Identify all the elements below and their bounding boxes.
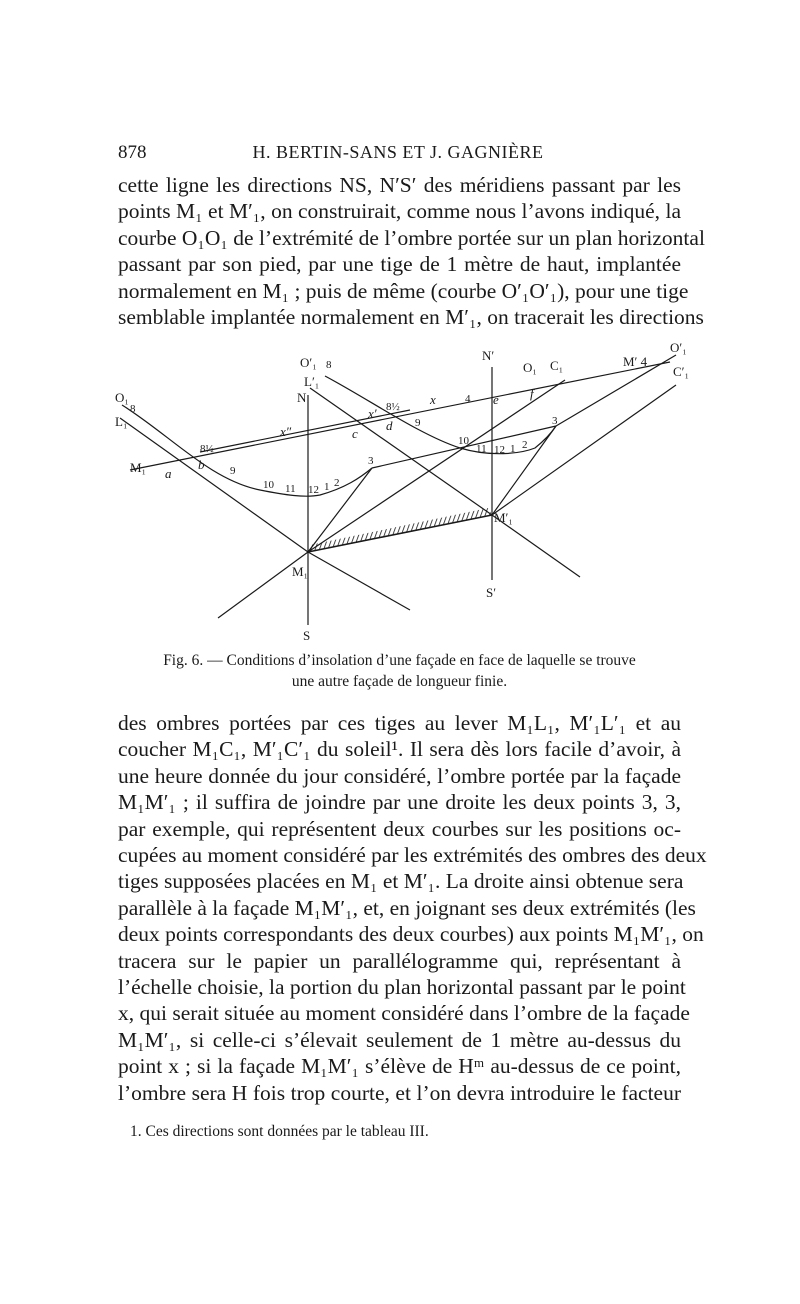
hour-label-right: 4 bbox=[465, 393, 471, 405]
label-m1: M₁ bbox=[292, 564, 309, 579]
label-n-prime: N′ bbox=[482, 348, 495, 363]
text-line: tracera sur le papier un parallélogramme qui, représentant à bbox=[118, 948, 681, 973]
text-line: semblable implantée normalement en M′₁, on tracerait les directions bbox=[118, 305, 704, 330]
label-s: S bbox=[303, 628, 311, 640]
curve-right-extension bbox=[556, 355, 676, 426]
label-l1-prime: L′₁ bbox=[304, 374, 320, 389]
hour-label-left: 10 bbox=[263, 479, 274, 491]
text-line: l’ombre sera H fois trop courte, et l’on devra introduire le facteur bbox=[118, 1080, 681, 1105]
caption-line: Fig. 6. — Conditions d’insolation d’une façade en face de laquelle se trouve bbox=[163, 652, 636, 669]
caption-line: une autre façade de longueur finie. bbox=[291, 673, 508, 690]
label-o1prime-right: O′₁ bbox=[670, 340, 687, 355]
label-b: b bbox=[198, 457, 205, 472]
hour-label-right: 12 bbox=[494, 444, 505, 456]
line-m1prime-c1prime bbox=[492, 385, 676, 515]
hour-label-right: 8½ bbox=[386, 401, 400, 413]
text-line: passant par son pied, par une tige de 1 mètre de haut, implantée bbox=[118, 252, 681, 277]
text-line: coucher M₁C₁, M′₁C′₁ du soleil¹. Il sera dès lors facile d’avoir, à bbox=[118, 737, 681, 762]
running-header bbox=[118, 142, 678, 172]
text-line: cette ligne les directions NS, N′S′ des méridiens passant par les bbox=[118, 173, 681, 197]
label-x-prime: x′ bbox=[368, 406, 377, 421]
label-n: N bbox=[297, 390, 307, 405]
hour-label-right: 11 bbox=[476, 443, 487, 455]
label-x-second: x″ bbox=[280, 424, 292, 439]
hour-label-left: 11 bbox=[285, 483, 296, 495]
text-line: une heure donnée du jour considéré, l’ombre portée par la façade bbox=[118, 763, 681, 788]
insolation-diagram bbox=[110, 340, 690, 640]
line-m1-lower-right bbox=[308, 552, 410, 610]
text-line: courbe O₁O₁ de l’extrémité de l’ombre portée sur un plan horizontal bbox=[118, 225, 705, 250]
label-c: c bbox=[352, 426, 358, 441]
figure-caption bbox=[118, 650, 681, 692]
line-3-3 bbox=[372, 426, 556, 468]
label-e: e bbox=[493, 392, 499, 407]
text-line: point x ; si la façade M₁M′₁ s’élève de Hᵐ au-dessus de ce point, bbox=[118, 1054, 681, 1079]
hour-label-right: 10 bbox=[458, 435, 469, 447]
page-number: 878 bbox=[118, 142, 147, 163]
footnote: 1. Ces directions sont données par le tableau III. bbox=[130, 1123, 429, 1140]
hour-label-right: 8 bbox=[326, 359, 332, 371]
hour-label-right: 1 bbox=[510, 443, 516, 455]
line-x-second bbox=[200, 410, 410, 452]
text-line: l’échelle choisie, la portion du plan horizontal passant par le point bbox=[118, 975, 686, 1000]
text-line: cupées au moment considéré par les extrémités des ombres des deux bbox=[118, 843, 707, 868]
hour-label-left: 2 bbox=[334, 477, 340, 489]
label-m1-prime: M′₁ bbox=[494, 510, 513, 525]
text-line: x, qui serait située au moment considéré dans l’ombre de la façade bbox=[118, 1001, 690, 1026]
running-title: H. BERTIN-SANS ET J. GAGNIÈRE bbox=[252, 142, 544, 162]
hour-label-left: 1 bbox=[324, 481, 330, 493]
paragraph-top bbox=[118, 172, 705, 330]
label-o1-right: O₁ bbox=[523, 360, 537, 375]
label-o1prime-top: O′₁ bbox=[300, 355, 317, 370]
label-c1-prime: C′₁ bbox=[673, 364, 690, 379]
text-line: points M₁ et M′₁, on construirait, comme nous l’avons indiqué, la bbox=[118, 199, 681, 224]
hour-label-left: 8 bbox=[130, 403, 136, 415]
hour-label-left: 3 bbox=[368, 455, 374, 467]
text-line: M₁M′₁, si celle-ci s’élevait seulement de 1 mètre au-dessus du bbox=[118, 1027, 681, 1052]
text-line: parallèle à la façade M₁M′₁, et, en joignant ses deux extrémités (les bbox=[118, 895, 696, 920]
facade-hatch bbox=[308, 508, 492, 552]
label-f: f bbox=[530, 386, 534, 401]
text-line: tiges supposées placées en M₁ et M′₁. La droite ainsi obtenue sera bbox=[118, 869, 684, 894]
text-line: normalement en M₁ ; puis de même (courbe O′₁O′₁), pour une tige bbox=[118, 278, 689, 303]
label-c1: C₁ bbox=[550, 358, 564, 373]
text-line: M₁M′₁ ; il suffira de joindre par une droite les deux points 3, 3, bbox=[118, 790, 681, 815]
text-line: par exemple, qui représentent deux courbes sur les positions oc- bbox=[118, 816, 681, 841]
hour-label-left: 9 bbox=[230, 465, 236, 477]
paragraph-bottom bbox=[118, 710, 707, 1106]
hour-label-right: 9 bbox=[415, 417, 421, 429]
hour-label-right: 3 bbox=[552, 415, 558, 427]
text-line: des ombres portées par ces tiges au lever M₁L₁, M′₁L′₁ et au bbox=[118, 711, 681, 735]
label-d: d bbox=[386, 418, 393, 433]
text-line: deux points correspondants des deux courbes) aux points M₁M′₁, on bbox=[118, 922, 704, 947]
label-m1-left: M₁ bbox=[130, 460, 147, 475]
label-s-prime: S′ bbox=[486, 585, 497, 600]
hour-label-right: 2 bbox=[522, 439, 528, 451]
line-m1-lower-left bbox=[218, 552, 308, 618]
hour-label-left: 8½ bbox=[200, 443, 214, 455]
label-a: a bbox=[165, 466, 172, 481]
line-m1prime-l1prime bbox=[310, 388, 492, 515]
label-x: x bbox=[430, 392, 436, 407]
label-m4: M′ 4 bbox=[623, 354, 648, 369]
label-o1-left: O₁ bbox=[115, 390, 129, 405]
figure-6 bbox=[110, 340, 690, 640]
hour-label-left: 12 bbox=[308, 484, 319, 496]
label-l1-left: L₁ bbox=[115, 414, 128, 429]
